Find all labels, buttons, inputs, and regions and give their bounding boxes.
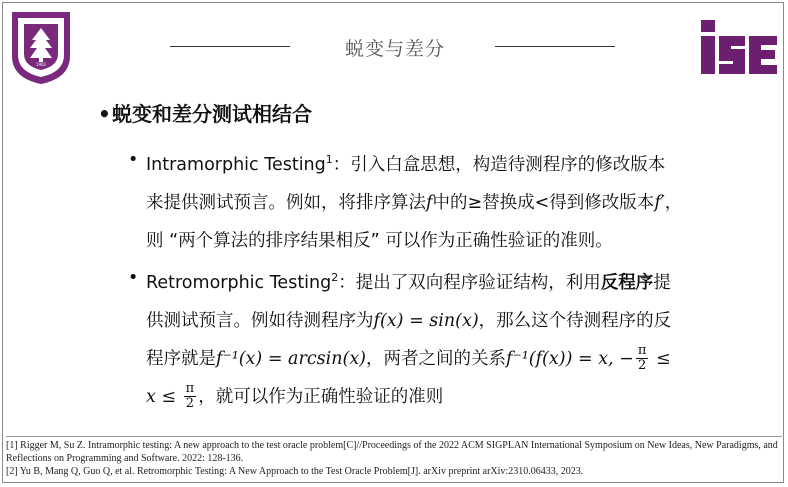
intramorphic-line3: 则 “两个算法的排序结果相反” 可以作为正确性验证的准则。 (146, 230, 613, 251)
math-fprime: f′ (654, 192, 665, 213)
math-eq-sin: f(x) = sin(x) (373, 310, 479, 331)
retromorphic-lead: Retromorphic Testing (146, 272, 332, 293)
intramorphic-paragraph (128, 141, 758, 260)
slide-header (170, 34, 620, 58)
header-rule-left (170, 46, 290, 47)
math-leq: ≤ (655, 348, 671, 369)
math-frac-pi-2-b: $\frac{\pi}{2}$ (185, 381, 195, 412)
retromorphic-line3b: ，两者之间的关系 (366, 348, 507, 369)
references (6, 436, 782, 478)
math-eq-relation: f⁻¹(f(x)) = x, − (506, 348, 634, 369)
retromorphic-paragraph (128, 259, 758, 416)
intramorphic-line2a: 来提供测试预言。例如，将排序算法 (146, 192, 426, 213)
retromorphic-line1a: ：提出了双向程序验证结构，利用 (338, 272, 601, 293)
intramorphic-line2c: ， (664, 192, 683, 213)
main-bullet-heading (98, 98, 312, 127)
nju-logo-year: 1902 (35, 62, 47, 67)
heading-text: 蜕变和差分测试相结合 (112, 102, 312, 126)
reference-1: [1] Rigger M, Su Z. Intramorphic testing: A new approach to the test oracle problem[C]//Proceedings of the 2022 ACM SIGPLAN International Symposium on New Ideas, New Paradigms, and Reflections on Programming and Software. 2022: 128-136. (6, 440, 778, 464)
bullet-dot: • (128, 268, 139, 288)
reference-2: [2] Yu B, Mang Q, Guo Q, et al. Retromorphic Testing: A New Approach to the Test Oracle Problem[J]. arXiv preprint arXiv:2310.06433, 2023. (6, 466, 584, 477)
math-x-leq: x ≤ (146, 386, 182, 407)
header-rule-right (495, 46, 615, 47)
intramorphic-lead: Intramorphic Testing (146, 154, 326, 175)
math-frac-pi-2: $\frac{\pi}{2}$ (637, 343, 647, 374)
math-eq-arcsin: f⁻¹(x) = arcsin(x) (216, 348, 367, 369)
slide-title: 蜕变与差分 (344, 38, 445, 60)
math-f: f (426, 192, 433, 213)
retromorphic-line1b: 提 (653, 272, 671, 293)
bullet-dot: • (98, 102, 111, 126)
retromorphic-line4b: ，就可以作为正确性验证的准则 (198, 386, 444, 407)
intramorphic-line1: ：引入白盒思想，构造待测程序的修改版本 (332, 154, 666, 175)
ref-sup-1: 1 (325, 153, 333, 166)
retromorphic-line2b: ，那么这个待测程序的反 (478, 310, 672, 331)
retromorphic-line3a: 程序就是 (146, 348, 216, 369)
retromorphic-line2a: 供测试预言。例如待测程序为 (146, 310, 374, 331)
reverse-program-term: 反程序 (600, 272, 654, 293)
intramorphic-line2b: 中的≥替换成<得到修改版本 (432, 192, 655, 213)
nju-logo (8, 8, 74, 86)
ise-logo (699, 18, 779, 76)
bullet-dot: • (128, 150, 139, 170)
ref-sup-2: 2 (331, 271, 339, 284)
